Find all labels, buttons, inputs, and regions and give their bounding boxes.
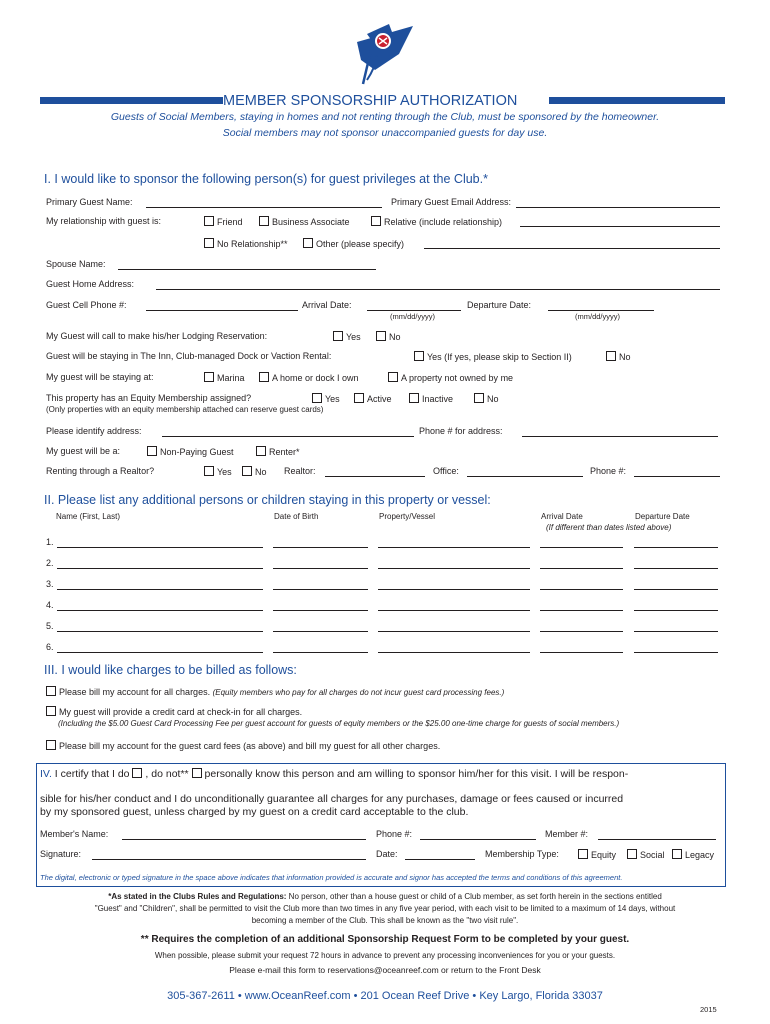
billing-option-1[interactable]: Please bill my account for all charges. (Equity members who pay for all charges do not incur guest card processing fees.)	[46, 686, 504, 697]
realtor-label: Realtor:	[284, 466, 316, 476]
realtor-no-option[interactable]: No	[242, 466, 267, 477]
checkbox[interactable]	[388, 372, 398, 382]
spouse-name-field[interactable]	[118, 269, 376, 270]
row-number: 1.	[46, 537, 54, 547]
col-arrival-header: Arrival Date	[541, 512, 583, 521]
staying-no-option[interactable]: No	[606, 351, 631, 362]
billing-option-3[interactable]: Please bill my account for the guest card fees (as above) and bill my guest for all other charges.	[46, 740, 440, 751]
signature-field[interactable]	[92, 859, 366, 860]
spouse-name-label: Spouse Name:	[46, 259, 106, 269]
departure-field[interactable]	[634, 589, 718, 590]
realtor-phone-field[interactable]	[634, 476, 720, 477]
checkbox[interactable]	[354, 393, 364, 403]
checkbox-do[interactable]	[132, 768, 142, 778]
footnote-1-line-3: becoming a member of the Club. This shall be known as the "two visit rule".	[251, 916, 519, 925]
social-option[interactable]: Social	[627, 849, 665, 860]
member-name-field[interactable]	[122, 839, 366, 840]
row-number: 6.	[46, 642, 54, 652]
departure-date-field[interactable]	[548, 310, 654, 311]
primary-guest-email-label: Primary Guest Email Address:	[391, 197, 512, 207]
departure-field[interactable]	[634, 568, 718, 569]
staying-question: Guest will be staying in The Inn, Club-managed Dock or Vaction Rental:	[46, 351, 332, 361]
checkbox[interactable]	[409, 393, 419, 403]
primary-guest-email-field[interactable]	[516, 207, 720, 208]
identify-address-label: Please identify address:	[46, 426, 142, 436]
property-field[interactable]	[378, 589, 530, 590]
checkbox[interactable]	[333, 331, 343, 341]
checkbox[interactable]	[259, 216, 269, 226]
subtitle-line-2: Social members may not sponsor unaccompanied guests for day use.	[222, 127, 548, 139]
realtor-yes-option[interactable]: Yes	[204, 466, 232, 477]
dob-field[interactable]	[273, 547, 368, 548]
arrival-date-format: (mm/dd/yyyy)	[390, 312, 435, 321]
footnote-1-line-1: *As stated in the Clubs Rules and Regulations: No person, other than a house guest or child of a Club member, as set forth herein in the sections entitled	[108, 892, 662, 901]
departure-field[interactable]	[634, 547, 718, 548]
property-field[interactable]	[378, 568, 530, 569]
equity-question: This property has an Equity Membership assigned?	[46, 393, 252, 403]
equity-yes-option[interactable]: Yes	[312, 393, 340, 404]
row-number: 5.	[46, 621, 54, 631]
checkbox[interactable]	[204, 216, 214, 226]
col-departure-header: Departure Date	[635, 512, 690, 521]
rel-friend-option[interactable]: Friend	[204, 216, 243, 227]
page-title: MEMBER SPONSORSHIP AUTHORIZATION	[223, 93, 518, 109]
name-field[interactable]	[57, 652, 263, 653]
rel-relative-option[interactable]: Relative (include relationship)	[371, 216, 502, 227]
equity-note: (Only properties with an equity membership attached can reserve guest cards)	[46, 405, 324, 414]
arrival-field[interactable]	[540, 568, 623, 569]
realtor-phone-label: Phone #:	[590, 466, 627, 476]
lodging-no-option[interactable]: No	[376, 331, 401, 342]
billing-option-2-note: (Including the $5.00 Guest Card Processing Fee per guest account for guests of equity members or the $25.00 one-time charge for guests of social members.)	[58, 719, 620, 728]
guest-cell-label: Guest Cell Phone #:	[46, 300, 127, 310]
departure-field[interactable]	[634, 631, 718, 632]
row-number: 3.	[46, 579, 54, 589]
checkbox[interactable]	[672, 849, 682, 859]
phone-for-address-field[interactable]	[522, 436, 718, 437]
col-name-header: Name (First, Last)	[56, 512, 121, 521]
staying-at-label: My guest will be staying at:	[46, 372, 154, 382]
checkbox[interactable]	[371, 216, 381, 226]
rel-none-option[interactable]: No Relationship**	[204, 238, 288, 249]
primary-guest-name-label: Primary Guest Name:	[46, 197, 133, 207]
identify-address-field[interactable]	[162, 436, 414, 437]
primary-guest-name-field[interactable]	[146, 207, 382, 208]
date-field[interactable]	[405, 859, 475, 860]
arrival-field[interactable]	[540, 610, 623, 611]
arrival-field[interactable]	[540, 652, 623, 653]
office-label: Office:	[433, 466, 459, 476]
office-field[interactable]	[467, 476, 583, 477]
staying-yes-option[interactable]: Yes (If yes, please skip to Section II)	[414, 351, 572, 362]
property-field[interactable]	[378, 610, 530, 611]
departure-field[interactable]	[634, 652, 718, 653]
footer-contact: 305-367-2611 • www.OceanReef.com • 201 Ocean Reef Drive • Key Largo, Florida 33037	[167, 990, 603, 1002]
certification-box	[36, 763, 726, 887]
checkbox[interactable]	[204, 372, 214, 382]
member-no-field[interactable]	[598, 839, 716, 840]
title-bar-left	[40, 97, 223, 104]
renting-realtor-label: Renting through a Realtor?	[46, 466, 155, 476]
col-property-header: Property/Vessel	[379, 512, 436, 521]
property-field[interactable]	[378, 631, 530, 632]
phone-for-address-label: Phone # for address:	[419, 426, 503, 436]
signature-disclaimer: The digital, electronic or typed signature in the space above indicates that information provided is accurate and signor has accepted the terms and conditions of this agreement.	[40, 873, 623, 882]
arrival-date-label: Arrival Date:	[302, 300, 352, 310]
equity-no-option[interactable]: No	[474, 393, 499, 404]
certify-line-3: by my sponsored guest, unless charged by my guest on a credit card acceptable to the club.	[40, 806, 469, 818]
checkbox-do-not[interactable]	[192, 768, 202, 778]
home-option[interactable]: A home or dock I own	[259, 372, 359, 383]
renter-option[interactable]: Renter*	[256, 446, 300, 457]
member-no-label: Member #:	[545, 829, 589, 839]
member-phone-label: Phone #:	[376, 829, 413, 839]
checkbox[interactable]	[242, 466, 252, 476]
checkbox[interactable]	[256, 446, 266, 456]
membership-type-label: Membership Type:	[485, 849, 559, 859]
col-note: (If different than dates listed above)	[546, 523, 672, 532]
relative-field[interactable]	[520, 226, 720, 227]
arrival-date-field[interactable]	[367, 310, 461, 311]
legacy-option[interactable]: Legacy	[672, 849, 714, 860]
property-option[interactable]: A property not owned by me	[388, 372, 513, 383]
checkbox[interactable]	[578, 849, 588, 859]
certify-line-1: IV. I certify that I do , do not** personally know this person and am willing to sponsor him/her for this visit. I will be respon-	[40, 768, 629, 780]
section-1-heading: I. I would like to sponsor the following person(s) for guest privileges at the Club.*	[44, 172, 488, 186]
rel-business-option[interactable]: Business Associate	[259, 216, 350, 227]
departure-field[interactable]	[634, 610, 718, 611]
other-field[interactable]	[424, 248, 720, 249]
title-bar-right	[549, 97, 725, 104]
footnote-2: ** Requires the completion of an additional Sponsorship Request Form to be completed by your guest.	[140, 934, 630, 945]
non-paying-option[interactable]: Non-Paying Guest	[147, 446, 234, 457]
date-label: Date:	[376, 849, 398, 859]
equity-active-option[interactable]: Active	[354, 393, 392, 404]
row-number: 2.	[46, 558, 54, 568]
property-field[interactable]	[378, 547, 530, 548]
name-field[interactable]	[57, 568, 263, 569]
section-3-heading: III. I would like charges to be billed as follows:	[44, 663, 297, 677]
dob-field[interactable]	[273, 568, 368, 569]
guest-home-address-field[interactable]	[156, 289, 720, 290]
member-phone-field[interactable]	[420, 839, 536, 840]
checkbox[interactable]	[376, 331, 386, 341]
realtor-field[interactable]	[325, 476, 425, 477]
checkbox[interactable]	[46, 686, 56, 696]
certify-line-2: sible for his/her conduct and I do unconditionally guarantee all charges for any purchases, damage or fees caused or incurred	[40, 793, 624, 805]
checkbox[interactable]	[204, 466, 214, 476]
departure-date-format: (mm/dd/yyyy)	[575, 312, 620, 321]
checkbox[interactable]	[414, 351, 424, 361]
footnote-1-line-2: "Guest" and "Children", shall be permitted to visit the Club more than two times in any five year period, with each visit to be limited to a maximum of 14 days, without	[94, 904, 676, 913]
checkbox[interactable]	[259, 372, 269, 382]
arrival-field[interactable]	[540, 631, 623, 632]
billing-option-2[interactable]: My guest will provide a credit card at check-in for all charges.	[46, 706, 302, 717]
checkbox[interactable]	[46, 706, 56, 716]
dob-field[interactable]	[273, 652, 368, 653]
name-field[interactable]	[57, 610, 263, 611]
equity-inactive-option[interactable]: Inactive	[409, 393, 453, 404]
email-note: Please e-mail this form to reservations@oceanreef.com or return to the Front Desk	[229, 965, 541, 975]
relationship-label: My relationship with guest is:	[46, 216, 162, 226]
subtitle-line-1: Guests of Social Members, staying in homes and not renting through the Club, must be sponsored by the homeowner.	[110, 111, 660, 123]
col-dob-header: Date of Birth	[274, 512, 319, 521]
signature-label: Signature:	[40, 849, 82, 859]
dob-field[interactable]	[273, 589, 368, 590]
checkbox[interactable]	[303, 238, 313, 248]
checkbox[interactable]	[46, 740, 56, 750]
equity-option[interactable]: Equity	[578, 849, 616, 860]
lodging-yes-option[interactable]: Yes	[333, 331, 361, 342]
guest-home-address-label: Guest Home Address:	[46, 279, 135, 289]
checkbox[interactable]	[147, 446, 157, 456]
guest-cell-field[interactable]	[146, 310, 298, 311]
checkbox[interactable]	[606, 351, 616, 361]
checkbox[interactable]	[312, 393, 322, 403]
lodging-question: My Guest will call to make his/her Lodging Reservation:	[46, 331, 268, 341]
dob-field[interactable]	[273, 610, 368, 611]
marina-option[interactable]: Marina	[204, 372, 245, 383]
name-field[interactable]	[57, 547, 263, 548]
checkbox[interactable]	[627, 849, 637, 859]
checkbox[interactable]	[204, 238, 214, 248]
property-field[interactable]	[378, 652, 530, 653]
row-number: 4.	[46, 600, 54, 610]
club-flag-logo	[355, 20, 415, 86]
arrival-field[interactable]	[540, 547, 623, 548]
submit-note: When possible, please submit your request 72 hours in advance to prevent any processing inconveniences for you or your guests.	[154, 951, 616, 960]
form-year: 2015	[700, 1005, 717, 1014]
member-name-label: Member's Name:	[40, 829, 109, 839]
arrival-field[interactable]	[540, 589, 623, 590]
rel-other-option[interactable]: Other (please specify)	[303, 238, 404, 249]
section-2-heading: II. Please list any additional persons or children staying in this property or vessel:	[44, 493, 491, 507]
name-field[interactable]	[57, 631, 263, 632]
name-field[interactable]	[57, 589, 263, 590]
guest-will-be-label: My guest will be a:	[46, 446, 121, 456]
dob-field[interactable]	[273, 631, 368, 632]
checkbox[interactable]	[474, 393, 484, 403]
departure-date-label: Departure Date:	[467, 300, 532, 310]
